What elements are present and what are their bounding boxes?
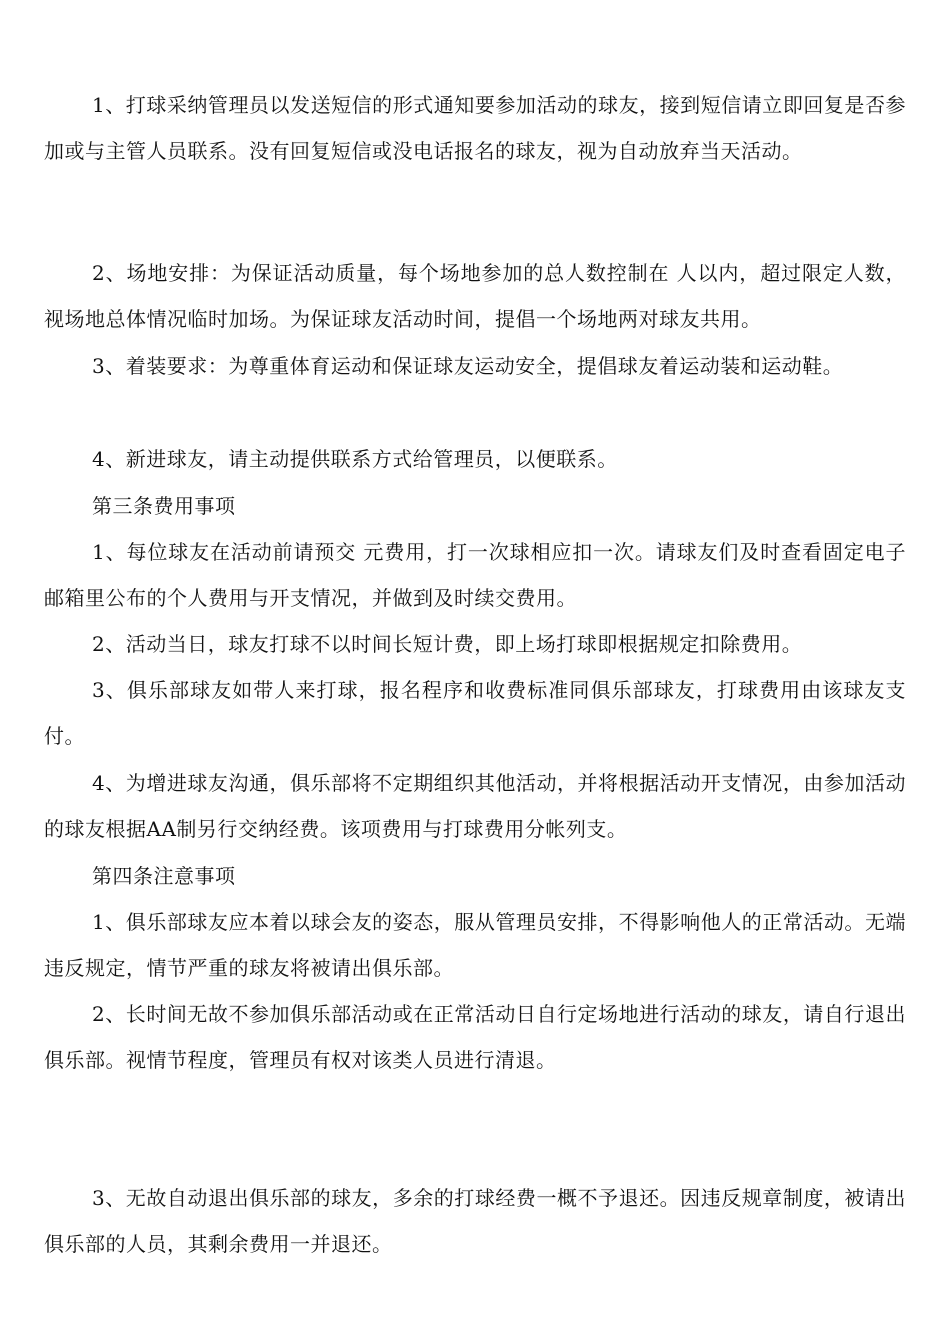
paragraph-other-activities: 4、为增进球友沟通，俱乐部将不定期组织其他活动，并将根据活动开支情况，由参加活动的球友根据AA制另行交纳经费。该项费用与打球费用分帐列支。 <box>44 771 906 841</box>
paragraph-refunds: 3、无故自动退出俱乐部的球友，多余的打球经费一概不予退还。因违反规章制度，被请出俱乐部的人员，其剩余费用一并退还。 <box>44 1186 906 1256</box>
paragraph-conduct: 1、俱乐部球友应本着以球会友的姿态，服从管理员安排，不得影响他人的正常活动。无端违反规定，情节严重的球友将被请出俱乐部。 <box>44 910 906 980</box>
paragraph-billing: 2、活动当日，球友打球不以时间长短计费，即上场打球即根据规定扣除费用。 <box>92 632 803 656</box>
paragraph-dress-code: 3、着装要求：为尊重体育运动和保证球友运动安全，提倡球友着运动装和运动鞋。 <box>92 354 844 378</box>
section-heading-notes: 第四条注意事项 <box>92 864 236 888</box>
section-heading-fees: 第三条费用事项 <box>92 494 236 518</box>
paragraph-prepay: 1、每位球友在活动前请预交 元费用，打一次球相应扣一次。请球友们及时查看固定电子邮箱里公布的个人费用与开支情况，并做到及时续交费用。 <box>44 540 906 610</box>
paragraph-venue: 2、场地安排：为保证活动质量，每个场地参加的总人数控制在 人以内，超过限定人数，视场地总体情况临时加场。为保证球友活动时间，提倡一个场地两对球友共用。 <box>44 261 906 331</box>
paragraph-notification: 1、打球采纳管理员以发送短信的形式通知要参加活动的球友，接到短信请立即回复是否参加或与主管人员联系。没有回复短信或没电话报名的球友，视为自动放弃当天活动。 <box>44 93 906 163</box>
paragraph-guests: 3、俱乐部球友如带人来打球，报名程序和收费标准同俱乐部球友，打球费用由该球友支付。 <box>44 678 906 748</box>
paragraph-inactive: 2、长时间无故不参加俱乐部活动或在正常活动日自行定场地进行活动的球友，请自行退出俱乐部。视情节程度，管理员有权对该类人员进行清退。 <box>44 1002 906 1072</box>
paragraph-new-members: 4、新进球友，请主动提供联系方式给管理员，以便联系。 <box>92 447 618 471</box>
